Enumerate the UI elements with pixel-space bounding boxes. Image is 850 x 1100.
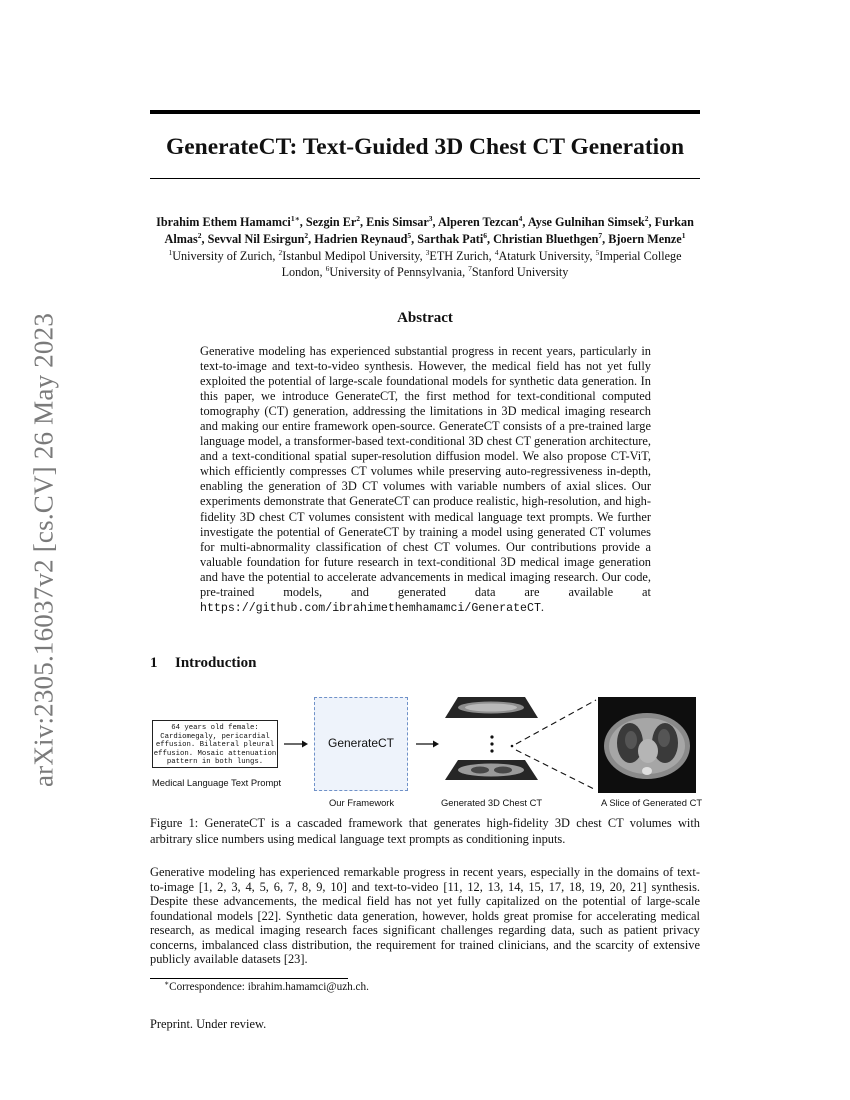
paper-title: GenerateCT: Text-Guided 3D Chest CT Generation <box>165 134 685 160</box>
arrow-right-icon <box>284 741 308 748</box>
affiliation-name: Ataturk University <box>498 249 590 263</box>
section-title: Introduction <box>175 655 257 671</box>
ct-slice-image <box>598 697 696 793</box>
affiliation-name: University of Zurich <box>172 249 273 263</box>
ct-slice-bottom-icon <box>445 760 538 780</box>
abstract-text: Generative modeling has experienced substantial progress in recent years, particularly in text-to-image and text-to-video synthesis. However, the medical field has not yet fully exploited the potential of large-scale foundational models for synthetic data generation. In this paper, we introduce GenerateCT, the first method for text-conditional computed tomography (CT) generation, addressing the limitations in 3D medical imaging research and making our entire framework open-source. GenerateCT consists of a pre-trained large language model, a transformer-based text-conditional 3D chest CT generation architecture, and a text-conditional spatial super-resolution diffusion model. We also propose CT-ViT, which efficiently compresses CT volumes while preserving auto-regressiveness in-depth, enabling the generation of 3D CT volumes with variable numbers of axial slices. Our experiments demonstrate that GenerateCT can produce realistic, high-resolution, and high-fidelity 3D chest CT volumes consistent with medical language text prompts. We further investigate the potential of GenerateCT by training a model using generated CT volumes for multi-abnormality classification of chest CT volumes. Our contributions provide a valuable foundation for future research in text-conditional 3D medical image generation and have the potential to accelerate advancements in medical imaging research. Our code, pre-trained models, and generated data are available at <box>200 344 651 599</box>
affiliation-mark: 4 <box>494 247 499 257</box>
author-affiliation-mark: 6 <box>483 230 488 240</box>
affiliation-mark: 2 <box>278 247 283 257</box>
affiliation-name: Imperial College London <box>281 249 682 279</box>
affiliation-name: University of Pennsylvania <box>329 264 463 279</box>
author-name: Sarthak Pati <box>417 232 484 246</box>
affiliation-name: Stanford University <box>471 264 569 279</box>
author-affiliation-mark: 4 <box>518 213 523 223</box>
author-affiliation-mark: 2 <box>197 230 202 240</box>
prompt-label: Medical Language Text Prompt <box>152 777 282 788</box>
author-affiliation-mark: 2 <box>356 213 361 223</box>
author-affiliation-mark: 3 <box>428 213 433 223</box>
affiliation-name: ETH Zurich <box>429 249 489 263</box>
author-name: Enis Simsar <box>366 215 429 229</box>
affiliation-mark: 1 <box>168 247 173 257</box>
footnote-rule <box>150 978 348 979</box>
framework-label: Our Framework <box>329 797 395 808</box>
author-name: Furkan Almas <box>164 215 694 246</box>
abstract-end: . <box>540 599 545 614</box>
section-number: 1 <box>150 655 158 671</box>
intro-paragraph: Generative modeling has experienced remarkable progress in recent years, especially in the domains of text-to-image [1, 2, 3, 4, 5, 6, 7, 8, 9, 10] and text-to-video [11, 12, 13, 14, 15, 17, 18, 19, 20, 21] synthesis. Despite these advancements, the medical field has not yet fully capitalized on the potential of large-scale foundational models [22]. Synthetic data generation, however, holds great promise for accelerating medical research, as medical imaging research faces significant challenges regarding data, such as patient privacy concerns, imbalanced class distribution, the requirement for trained clinicians, and the scarcity of extensive publicly available datasets [23]. <box>150 865 700 966</box>
affiliation-mark: 3 <box>425 247 430 257</box>
framework-name: GenerateCT <box>327 736 395 750</box>
author-affiliation-mark: 2 <box>304 230 309 240</box>
footnote-mark: ∗ <box>164 978 170 988</box>
author-name: Ayse Gulnihan Simsek <box>527 215 645 229</box>
author-affiliation-mark: 1 <box>681 230 686 240</box>
volume-label: Generated 3D Chest CT <box>441 797 543 808</box>
author-affiliation-mark: 7 <box>598 230 603 240</box>
author-name: Christian Bluethgen <box>493 232 599 246</box>
correspondence-footnote <box>164 978 369 993</box>
affiliation-mark: 7 <box>468 263 472 273</box>
author-name: Sevval Nil Esirgun <box>207 232 305 246</box>
footnote-text: Correspondence: ibrahim.hamamci@uzh.ch. <box>169 981 369 993</box>
affiliation-mark: 6 <box>325 263 330 273</box>
ellipsis-icon <box>490 735 513 752</box>
author-affiliation-mark: 2 <box>644 213 649 223</box>
author-name: Bjoern Menze <box>608 232 682 246</box>
arrow-right-icon <box>416 741 439 748</box>
preprint-note: Preprint. Under review. <box>150 1017 267 1031</box>
affiliation-list: $^1$University of Zurich, $^2$Istanbul Medipol University, $^3$ETH Zurich, $^4$Ataturk University, $^5$Imperial College London, $^6$University of Pennsylvania, $^7$Stanford University <box>168 247 682 279</box>
slice-label: A Slice of Generated CT <box>601 797 703 808</box>
figure-caption: Figure 1: GenerateCT is a cascaded framework that generates high-fidelity 3D chest CT volumes with arbitrary slice numbers using medical language text prompts as conditioning inputs. <box>150 816 700 846</box>
arxiv-identifier-stamp: arXiv:2305.16037v2 [cs.CV] 26 May 2023 <box>28 312 59 788</box>
code-url-link[interactable]: https://github.com/ibrahimethemhamamci/GenerateCT <box>200 601 541 615</box>
ct-slice-top-icon <box>445 697 538 718</box>
abstract-heading: Abstract <box>397 310 453 326</box>
author-name: Hadrien Reynaud <box>314 232 408 246</box>
author-list: Ibrahim Ethem Hamamci$^{1∗}$, Sezgin Er$^2$, Enis Simsar$^3$, Alperen Tezcan$^4$, Ayse Gulnihan Simsek$^2$, Furkan Almas$^2$, Sevval Nil Esirgun$^2$, Hadrien Reynaud$^5$, Sarthak Pati$^6$, Christian Bluethgen$^7$, Bjoern Menze$^1$ <box>156 213 694 246</box>
author-name: Sezgin Er <box>305 215 357 229</box>
text-prompt-box: 64 years old female: Cardiomegaly, pericardial effusion. Bilateral pleural effusion. Mosaic attenuation pattern in both lungs. <box>152 720 278 768</box>
author-affiliation-mark: 1∗ <box>290 213 300 223</box>
affiliation-name: Istanbul Medipol University <box>282 249 420 263</box>
author-name: Alperen Tezcan <box>437 215 519 229</box>
affiliation-mark: 5 <box>595 247 600 257</box>
author-name: Ibrahim Ethem Hamamci <box>156 215 291 229</box>
author-affiliation-mark: 5 <box>407 230 412 240</box>
